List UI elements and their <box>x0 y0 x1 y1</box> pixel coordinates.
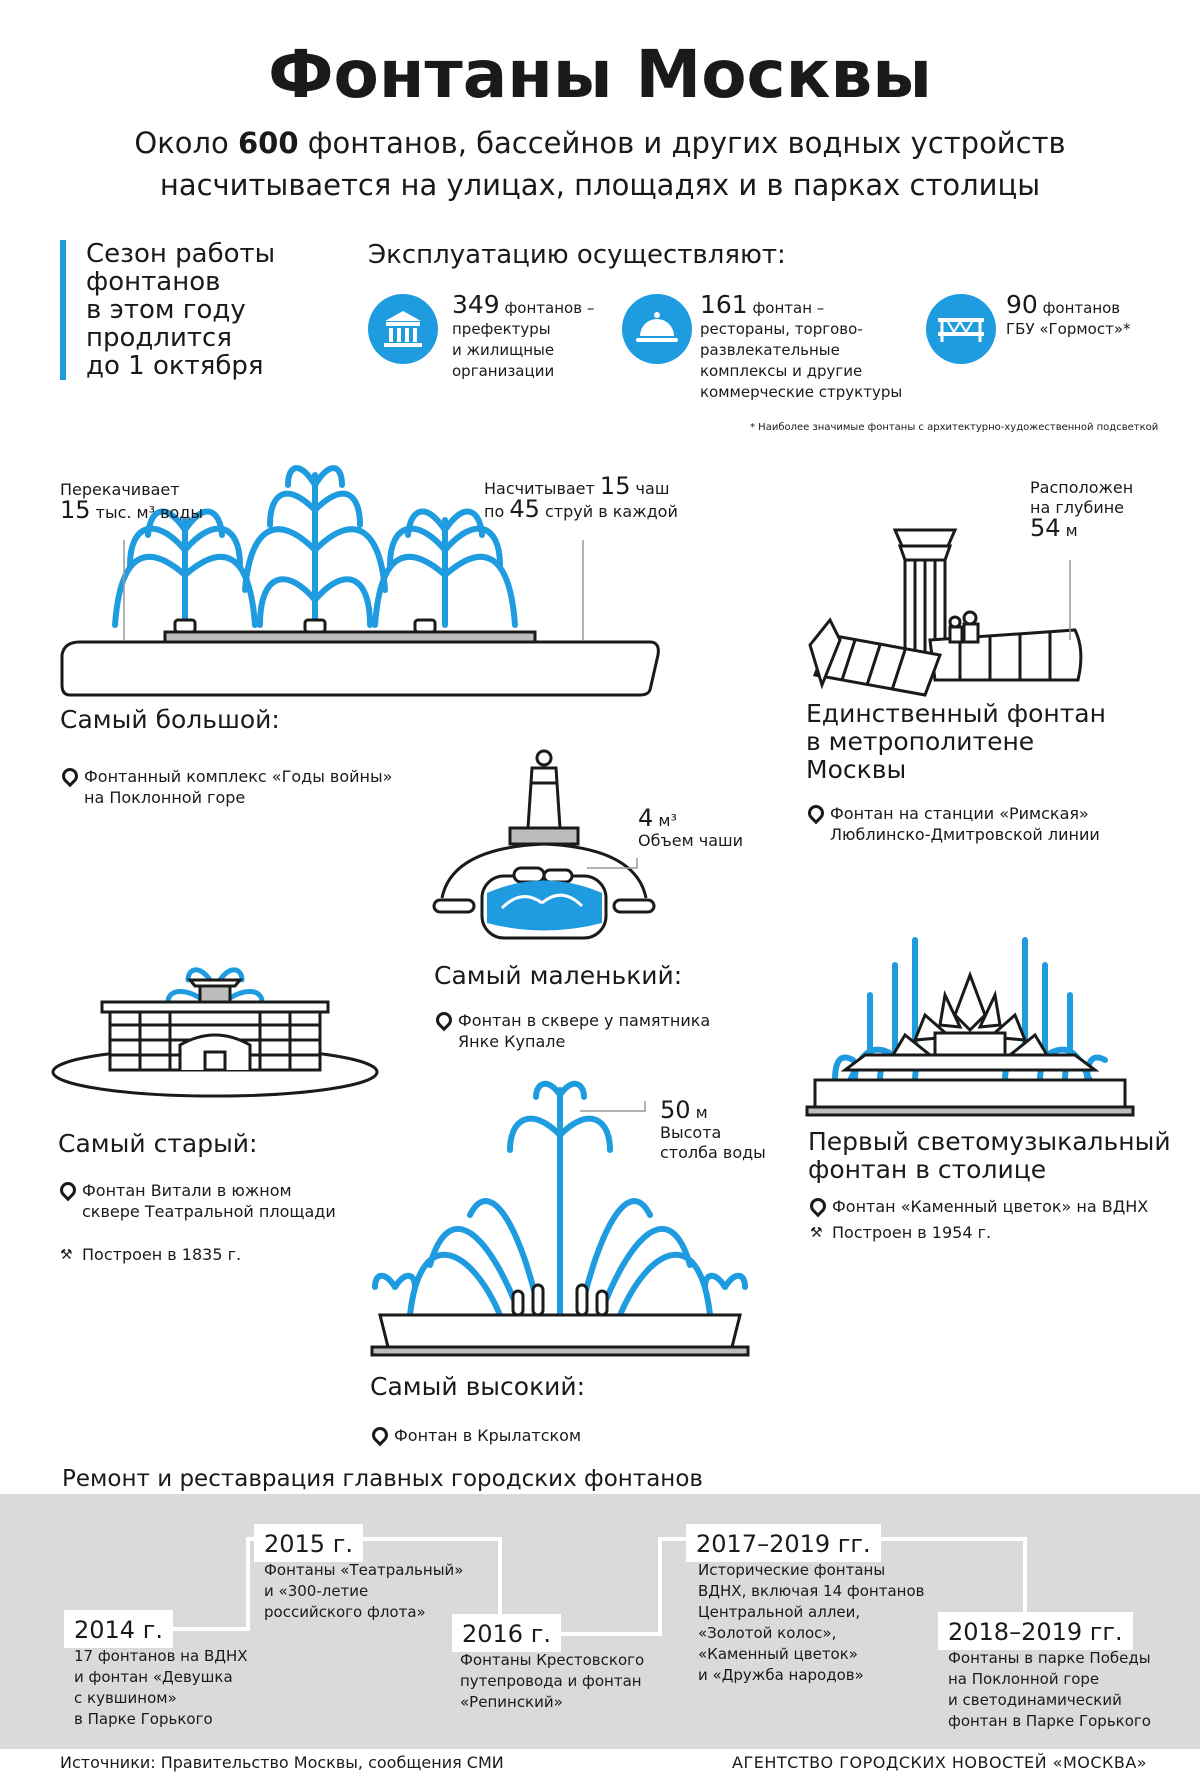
location-pin-icon <box>433 1009 456 1032</box>
smallest-fountain-illustration <box>432 748 652 958</box>
lightmusic-location: Фонтан «Каменный цветок» на ВДНХ <box>808 1196 1148 1217</box>
biggest-location: Фонтанный комплекс «Годы войны» на Поклонной горе <box>60 766 392 808</box>
oldest-fountain-illustration <box>50 930 380 1100</box>
location-pin-icon <box>57 1179 80 1202</box>
smallest-location: Фонтан в сквере у памятника Янке Купале <box>434 1010 710 1052</box>
pump-stat: Перекачивает 15 тыс. м³ воды <box>60 480 204 524</box>
hammer-icon: ⚒ <box>810 1225 823 1241</box>
building-icon <box>368 294 438 364</box>
bowls-stat: Насчитывает 15 чаш по 45 струй в каждой <box>484 472 678 523</box>
timeline-item-2014: 2014 г. <box>64 1610 173 1648</box>
biggest-heading: Самый большой: <box>60 705 280 734</box>
tallest-heading: Самый высокий: <box>370 1372 586 1401</box>
timeline-item-2017-2019: 2017–2019 гг. <box>686 1524 881 1562</box>
height-stat: 50 м Высота столба воды <box>660 1096 766 1162</box>
footnote: * Наиболее значимые фонтаны с архитектурно-художественной подсветкой <box>750 422 1159 433</box>
lightmusic-built: ⚒ Построен в 1954 г. <box>810 1223 992 1242</box>
oldest-built: ⚒ Построен в 1835 г. <box>60 1245 242 1264</box>
timeline-item-2018-2019: 2018–2019 гг. <box>938 1612 1133 1650</box>
lightmusic-heading: Первый светомузыкальный фонтан в столице <box>808 1127 1171 1184</box>
season-note: Сезон работы фонтанов в этом году продлится до 1 октября <box>60 240 275 380</box>
hammer-icon: ⚒ <box>60 1247 73 1263</box>
operator-gormost: 90 фонтанов ГБУ «Гормост»* <box>1006 290 1131 338</box>
timeline-desc-2017-2019: Исторические фонтаны ВДНХ, включая 14 фонтанов Центральной аллеи, «Золотой колос», «Каменный цветок» и «Дружба народов» <box>698 1561 925 1684</box>
lightmusic-fountain-illustration <box>805 915 1135 1115</box>
operator-commercial: 161 фонтан – рестораны, торгово- развлекательные комплексы и другие коммерческие структуры <box>700 290 903 401</box>
timeline-item-2016: 2016 г. <box>452 1614 561 1652</box>
timeline-desc-2015: Фонтаны «Театральный» и «300-летие российского флота» <box>264 1561 464 1621</box>
tallest-location: Фонтан в Крылатском <box>370 1425 581 1446</box>
page-title: Фонтаны Москвы <box>268 36 932 113</box>
sources: Источники: Правительство Москвы, сообщения СМИ <box>60 1753 504 1772</box>
timeline-desc-2014: 17 фонтанов на ВДНХ и фонтан «Девушка с кувшином» в Парке Горького <box>74 1647 248 1728</box>
operators-title: Эксплуатацию осуществляют: <box>368 240 786 270</box>
location-pin-icon <box>805 802 828 825</box>
location-pin-icon <box>807 1195 830 1218</box>
cloche-icon <box>622 294 692 364</box>
location-pin-icon <box>59 765 82 788</box>
timeline-desc-2018-2019: Фонтаны в парке Победы на Поклонной горе и светодинамический фонтан в Парке Горького <box>948 1649 1151 1730</box>
location-pin-icon <box>369 1424 392 1447</box>
oldest-location: Фонтан Витали в южном сквере Театральной площади <box>58 1180 336 1222</box>
metro-location: Фонтан на станции «Римская» Люблинско-Дмитровской линии <box>806 803 1100 845</box>
repair-title: Ремонт и реставрация главных городских фонтанов <box>62 1466 703 1492</box>
oldest-heading: Самый старый: <box>58 1129 258 1158</box>
operator-prefectures: 349 фонтанов – префектуры и жилищные организации <box>452 290 595 380</box>
timeline-desc-2016: Фонтаны Крестовского путепровода и фонтан «Репинский» <box>460 1651 645 1711</box>
timeline-item-2015: 2015 г. <box>254 1524 363 1562</box>
smallest-heading: Самый маленький: <box>434 961 683 990</box>
bridge-icon <box>926 294 996 364</box>
agency-credit: АГЕНТСТВО ГОРОДСКИХ НОВОСТЕЙ «МОСКВА» <box>732 1753 1148 1772</box>
page-subtitle: Около 600 фонтанов, бассейнов и других водных устройств насчитывается на улицах, площадях и в парках столицы <box>134 126 1066 202</box>
volume-stat: 4 м³ Объем чаши <box>638 804 744 850</box>
metro-heading: Единственный фонтан в метрополитене Москвы <box>806 699 1106 784</box>
depth-stat: Расположен на глубине 54 м <box>1030 478 1134 542</box>
